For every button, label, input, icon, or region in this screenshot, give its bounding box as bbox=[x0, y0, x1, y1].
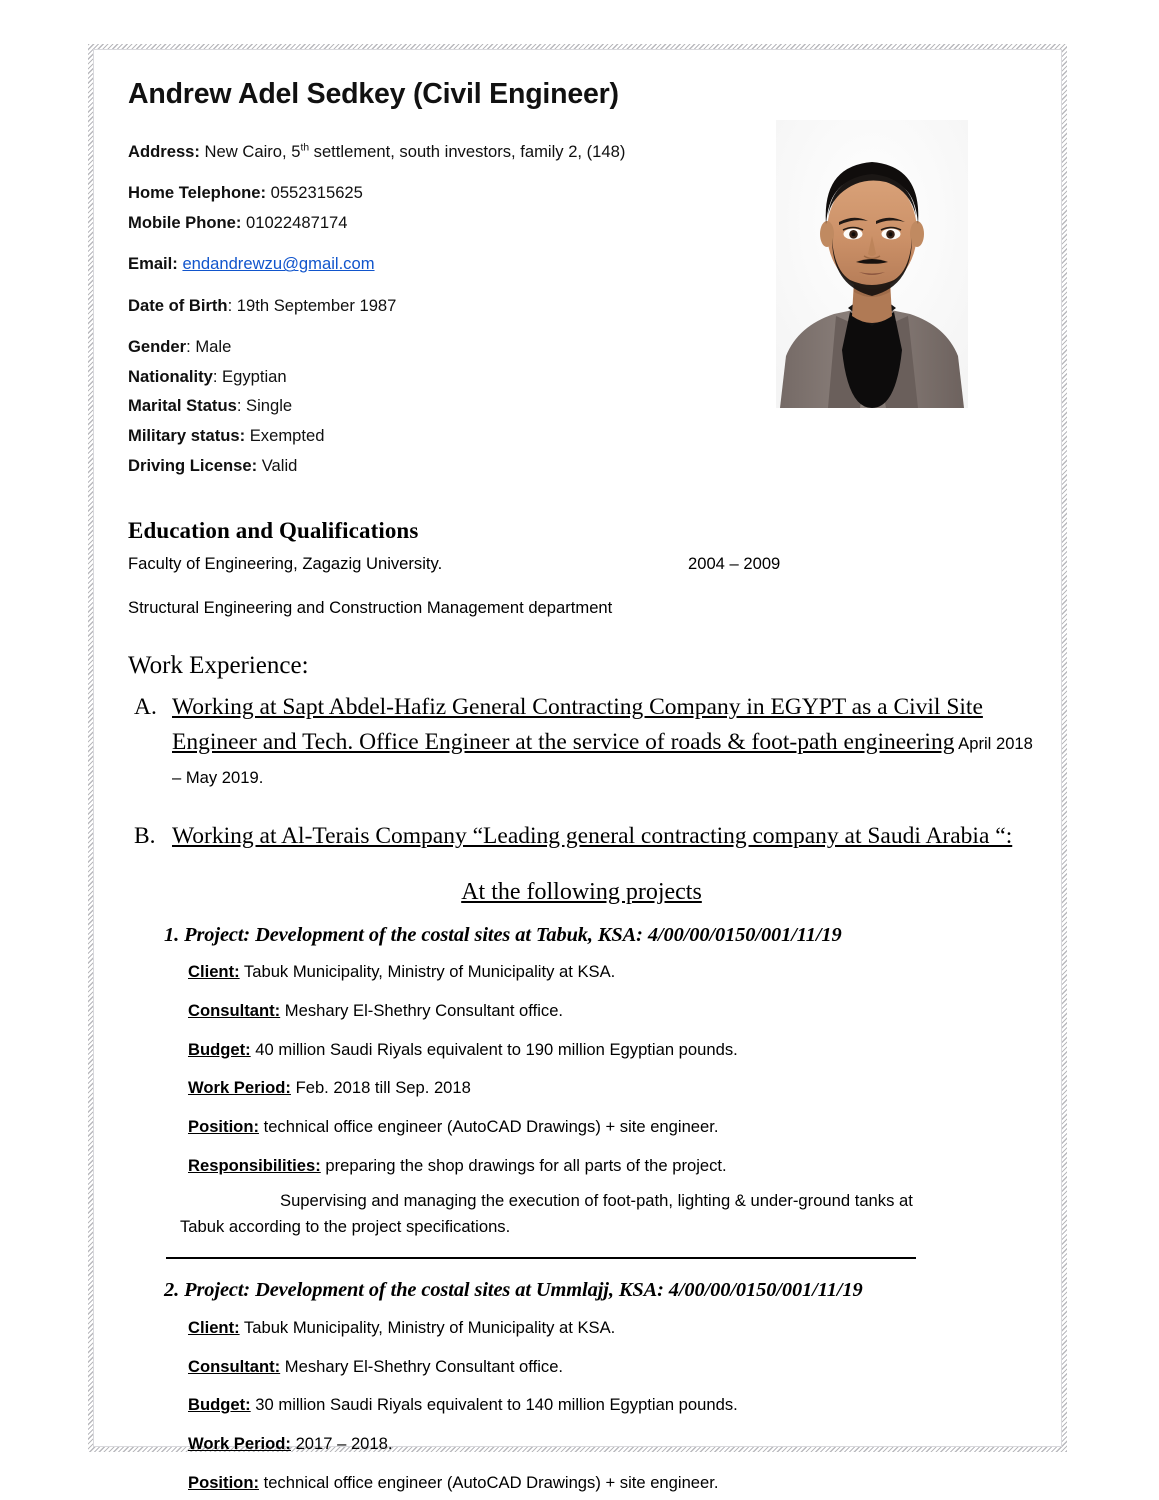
military-status-line bbox=[128, 421, 1035, 451]
project-item bbox=[128, 922, 1035, 1260]
field-value: Tabuk Municipality, Ministry of Municipality at KSA. bbox=[239, 962, 616, 982]
page-title: Andrew Adel Sedkey (Civil Engineer) bbox=[128, 78, 619, 110]
project-item bbox=[128, 1277, 1035, 1495]
field-value: technical office engineer (AutoCAD Drawings) + site engineer. bbox=[258, 1117, 719, 1137]
field-value: Meshary El-Shethry Consultant office. bbox=[280, 1001, 564, 1020]
field-value: preparing the shop drawings for all parts of the project. bbox=[320, 1155, 727, 1175]
military-status-label: Military status: bbox=[128, 426, 246, 446]
field-label: Work Period: bbox=[188, 1078, 291, 1098]
projects-subheading-text: At the following projects bbox=[461, 878, 702, 905]
education-institution-row bbox=[128, 550, 1035, 578]
address-ordinal-suffix: th bbox=[300, 142, 310, 154]
driving-license-line bbox=[128, 451, 1035, 481]
date-of-birth-label: Date of Birth bbox=[128, 295, 228, 315]
mobile-phone-label: Mobile Phone: bbox=[128, 212, 242, 232]
field-label: Responsibilities: bbox=[188, 1155, 321, 1175]
driving-license-value: Valid bbox=[257, 455, 298, 475]
project-field-consultant bbox=[188, 998, 1035, 1024]
field-label: Work Period: bbox=[188, 1434, 291, 1454]
work-item-b bbox=[128, 819, 1035, 853]
project-field-position bbox=[188, 1114, 1035, 1140]
education-heading: Education and Qualifications bbox=[128, 518, 419, 544]
portrait-photo-image bbox=[776, 120, 968, 408]
work-item-b-marker: B. bbox=[134, 822, 156, 849]
project-fields bbox=[128, 1315, 1035, 1496]
field-value: Tabuk Municipality, Ministry of Municipality at KSA. bbox=[239, 1317, 616, 1337]
marital-status-label: Marital Status bbox=[128, 396, 237, 416]
field-label: Position: bbox=[188, 1472, 259, 1492]
date-of-birth-value: : 19th September 1987 bbox=[227, 295, 397, 315]
address-value-post: settlement, south investors, family 2, (148) bbox=[309, 141, 626, 161]
field-value: Meshary El-Shethry Consultant office. bbox=[280, 1356, 564, 1376]
portrait-photo bbox=[776, 120, 968, 408]
gender-value: : Male bbox=[186, 337, 232, 357]
project-title: 2. Project: Development of the costal sites at Ummlajj, KSA: 4/00/00/0150/001/11/19 bbox=[164, 1279, 863, 1302]
project-field-client bbox=[188, 1315, 1035, 1341]
field-label: Consultant: bbox=[188, 1001, 281, 1020]
field-label: Client: bbox=[188, 962, 240, 982]
education-department: Structural Engineering and Construction Management department bbox=[128, 598, 613, 618]
field-value: 2017 – 2018. bbox=[290, 1434, 393, 1454]
marital-status-value: : Single bbox=[236, 396, 293, 416]
project-field-responsibilities bbox=[188, 1153, 1035, 1179]
gender-label: Gender bbox=[128, 337, 187, 357]
projects-subheading bbox=[128, 879, 1035, 906]
address-label: Address: bbox=[128, 141, 200, 161]
nationality-label: Nationality bbox=[128, 366, 213, 386]
project-field-work-period bbox=[188, 1431, 1035, 1457]
work-item-a-dates: April 2018 – May 2019. bbox=[172, 733, 1033, 787]
field-label: Position: bbox=[188, 1117, 259, 1137]
project-field-budget bbox=[188, 1392, 1035, 1418]
project-field-position bbox=[188, 1470, 1035, 1496]
email-link[interactable]: endandrewzu@gmail.com bbox=[182, 254, 375, 274]
project-field-budget bbox=[188, 1037, 1035, 1063]
work-experience-heading: Work Experience: bbox=[128, 652, 309, 680]
military-status-value: Exempted bbox=[245, 426, 325, 446]
project-field-consultant bbox=[188, 1354, 1035, 1380]
field-label: Consultant: bbox=[188, 1356, 281, 1376]
work-item-b-text: Working at Al-Terais Company “Leading general contracting company at Saudi Arabia “: bbox=[172, 822, 1013, 849]
work-item-a bbox=[128, 690, 1035, 792]
field-label: Budget: bbox=[188, 1395, 251, 1415]
project-responsibilities-extra: Supervising and managing the execution of foot-path, lighting & under-ground tanks at Tabuk according to the project specifications. bbox=[180, 1190, 913, 1237]
nationality-value: : Egyptian bbox=[212, 366, 287, 386]
field-value: 30 million Saudi Riyals equivalent to 140 million Egyptian pounds. bbox=[250, 1395, 738, 1415]
field-label: Client: bbox=[188, 1317, 240, 1337]
email-label: Email: bbox=[128, 254, 178, 274]
section-divider bbox=[166, 1257, 916, 1259]
home-telephone-value: 0552315625 bbox=[265, 183, 363, 203]
field-value: Feb. 2018 till Sep. 2018 bbox=[290, 1078, 471, 1098]
document-content bbox=[100, 56, 1055, 1492]
project-fields bbox=[128, 959, 1035, 1178]
driving-license-label: Driving License: bbox=[128, 455, 258, 475]
address-value-pre: New Cairo, 5 bbox=[199, 141, 301, 161]
work-item-a-marker: A. bbox=[134, 694, 157, 721]
education-institution: Faculty of Engineering, Zagazig University. bbox=[128, 554, 443, 574]
education-years: 2004 – 2009 bbox=[688, 554, 781, 574]
work-experience-list bbox=[128, 690, 1035, 852]
project-title: 1. Project: Development of the costal sites at Tabuk, KSA: 4/00/00/0150/001/11/19 bbox=[164, 923, 842, 946]
field-label: Budget: bbox=[188, 1039, 251, 1059]
project-field-client bbox=[188, 959, 1035, 985]
home-telephone-label: Home Telephone: bbox=[128, 183, 266, 203]
work-item-a-text: Working at Sapt Abdel-Hafiz General Contracting Company in EGYPT as a Civil Site Engineer and Tech. Office Engineer at the service of roads & foot-path engineering bbox=[172, 694, 983, 755]
project-field-work-period bbox=[188, 1075, 1035, 1101]
mobile-phone-value: 01022487174 bbox=[241, 212, 348, 232]
field-value: technical office engineer (AutoCAD Drawings) + site engineer. bbox=[258, 1472, 719, 1492]
field-value: 40 million Saudi Riyals equivalent to 190 million Egyptian pounds. bbox=[250, 1039, 738, 1059]
